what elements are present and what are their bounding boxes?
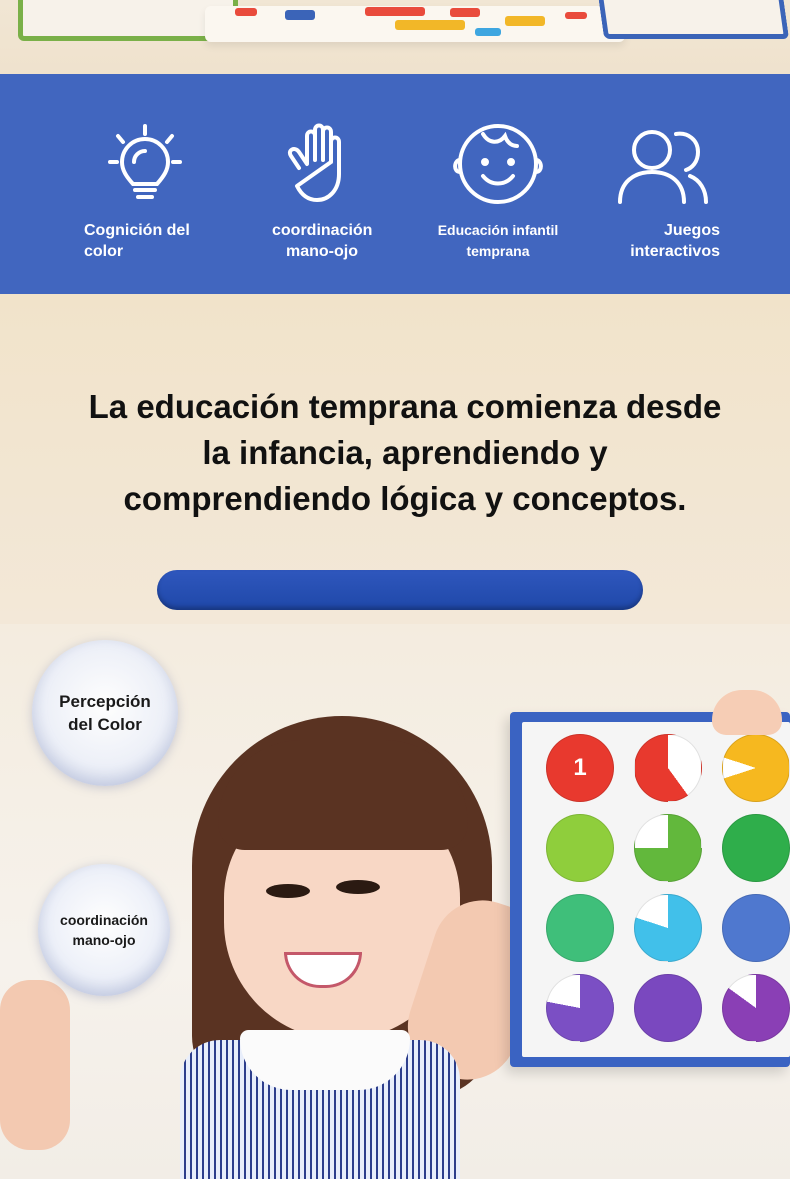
girl-left-eye [266, 884, 310, 898]
blue-board-edge [596, 0, 789, 39]
thumbs-up-hand [0, 980, 70, 1150]
girl-bangs [218, 740, 468, 850]
fraction-disc-elevenths [634, 974, 702, 1042]
fraction-board-surface [522, 722, 790, 1057]
decorative-pill-bar [157, 570, 643, 610]
fraction-disc-sevenths [546, 894, 614, 962]
fraction-disc-halves [634, 734, 702, 802]
fraction-disc-whole [546, 734, 614, 802]
hand-holding-board [712, 690, 782, 735]
disc-number: 1 [573, 754, 587, 781]
fraction-disc-eighths [634, 894, 702, 962]
feature-label: Cognición del color [84, 222, 190, 260]
bubble-label: Percepción del Color [59, 692, 151, 734]
lightbulb-icon [60, 122, 230, 204]
girl-right-eye [336, 880, 380, 894]
fraction-disc-thirds [722, 734, 790, 802]
feature-hand-eye [237, 74, 407, 294]
bubble-hand-eye [38, 864, 170, 996]
feature-color-cognition [60, 74, 230, 294]
bubble-label: coordinación mano-ojo [60, 912, 148, 948]
feature-label: Juegos interactivos [630, 222, 720, 260]
fraction-disc-sixths [722, 814, 790, 882]
fraction-disc-twelfths [722, 974, 790, 1042]
girl-collar [240, 1030, 410, 1090]
baby-face-icon [413, 122, 583, 204]
fraction-board [510, 712, 790, 1067]
feature-label: coordinación mano-ojo [272, 222, 373, 260]
fraction-disc-quarters [546, 814, 614, 882]
feature-interactive-games [590, 74, 760, 294]
fraction-disc-ninths [722, 894, 790, 962]
people-icon [590, 122, 760, 204]
page-headline: La educación temprana comienza desde la infancia, aprendiendo y comprendiendo lógica y conceptos. [88, 388, 722, 517]
product-top-strip [0, 0, 790, 74]
feature-early-education [413, 74, 583, 294]
fraction-disc-tenths [546, 974, 614, 1042]
features-band [0, 74, 790, 294]
pieces-tray [205, 6, 625, 42]
hand-icon [237, 122, 407, 204]
bubble-color-perception [32, 640, 178, 786]
feature-label: Educación infantil temprana [437, 222, 559, 259]
fraction-disc-fifths [634, 814, 702, 882]
